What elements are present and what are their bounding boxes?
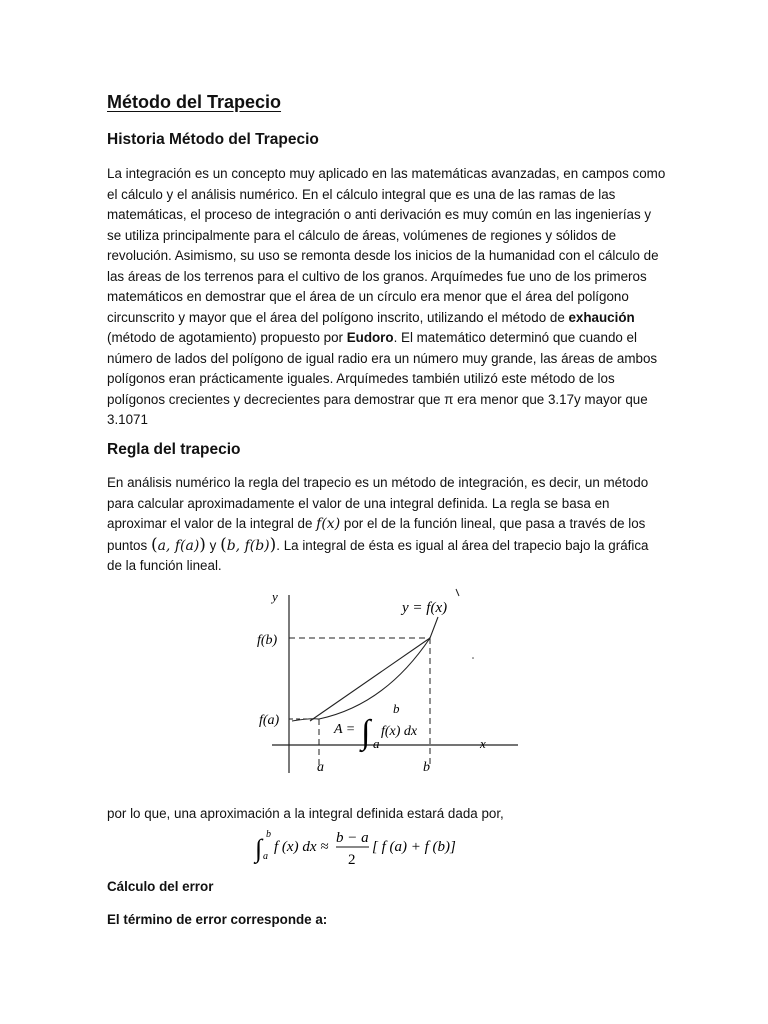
history-bold-eudoro: Eudoro [346, 330, 394, 345]
trapezoid-formula [252, 826, 462, 868]
formula-bracket: [ f (a) + f (b)] [372, 839, 456, 855]
paren-close-a: ) [199, 534, 206, 555]
history-text-3: . El matemático determinó que cuando el número de lados del polígono de igual radio era un número muy grande, las áreas de ambos polígonos eran prácticamente iguales. Arquímedes también utilizó este método de los polígonos crecientes y decrecientes para demostrar que π era menor que 3.17y mayor que 3.1071 [107, 330, 658, 427]
integral-upper: b [393, 701, 400, 716]
function-curve [292, 617, 438, 721]
secant-line [310, 638, 430, 721]
area-label: A = [334, 722, 356, 737]
y-axis-label: y [272, 589, 278, 604]
formula-numerator: b − a [336, 830, 369, 846]
history-text-1: La integración es un concepto muy aplicado en las matemáticas avanzadas, en campos como el cálculo y el análisis numérico. En el cálculo integral que es una de las ramas de las matemáticas, el proceso de integración o anti derivación es muy común en las ingenierías y se utiliza principalmente para el cálculo de áreas, volúmenes de regiones y sólidos de revolución. Asimismo, su uso se remonta desde los inicios de la humanidad con el cálculo de las áreas de los terrenos para el cultivo de los granos. Arquímedes fue uno de los primeros matemáticos en demostrar que el área de un círculo era menor que el área del polígono circunscrito y mayor que el área del polígono inscrito, utilizando el método de [107, 166, 666, 325]
formula-denominator: 2 [348, 852, 356, 868]
x-axis-label: x [480, 736, 486, 751]
history-bold-exhaucion: exhaución [568, 309, 635, 325]
fb-label: f(b) [257, 633, 278, 648]
history-paragraph [107, 164, 667, 431]
a-tick-label: a [317, 760, 324, 775]
formula-integrand: f (x) dx ≈ [274, 839, 329, 855]
formula-lower: a [263, 851, 268, 862]
paren-open-a: ( [150, 534, 158, 555]
paren-open-b: ( [220, 534, 227, 555]
error-heading: Cálculo del error [107, 879, 214, 894]
trapezoid-figure [250, 585, 530, 785]
integrand-label: f(x) dx [381, 724, 418, 739]
rule-heading: Regla del trapecio [107, 441, 241, 458]
rule-and: y [205, 537, 221, 553]
integral-sign: ∫ [361, 714, 371, 751]
rule-fx: f(x) [316, 516, 341, 532]
history-heading: Historia Método del Trapecio [107, 131, 319, 148]
rule-text-3: . La integral de ésta es igual al área del trapecio bajo la gráfica de la función lineal. [107, 537, 649, 573]
stray-dot [472, 657, 474, 659]
fa-label: f(a) [259, 713, 280, 728]
rule-point-a: a, f(a) [157, 537, 200, 554]
paren-close-b: ) [269, 534, 277, 555]
formula-upper: b [266, 829, 271, 840]
rule-point-b: b, f(b) [226, 537, 270, 554]
rule-text-1: En análisis numérico la regla del trapecio es un método de integración, es decir, un método para calcular aproximadamente el valor de una integral definida. La regla se basa en aproximar el valor de la integral de [107, 475, 649, 531]
error-text: El término de error corresponde a: [107, 912, 328, 927]
rule-paragraph [107, 473, 667, 577]
curve-tick [456, 589, 459, 596]
curve-label: y = f(x) [402, 600, 448, 616]
integral-lower: a [373, 736, 380, 751]
page-title: Método del Trapecio [107, 92, 282, 112]
approx-text: por lo que, una aproximación a la integral definida estará dada por, [107, 806, 504, 821]
b-tick-label: b [423, 760, 430, 775]
history-text-2: (método de agotamiento) propuesto por [107, 330, 347, 345]
rule-text-2: por el de la función lineal, que pasa a través de los puntos [107, 516, 646, 553]
formula-integral-sign: ∫ [255, 834, 263, 863]
